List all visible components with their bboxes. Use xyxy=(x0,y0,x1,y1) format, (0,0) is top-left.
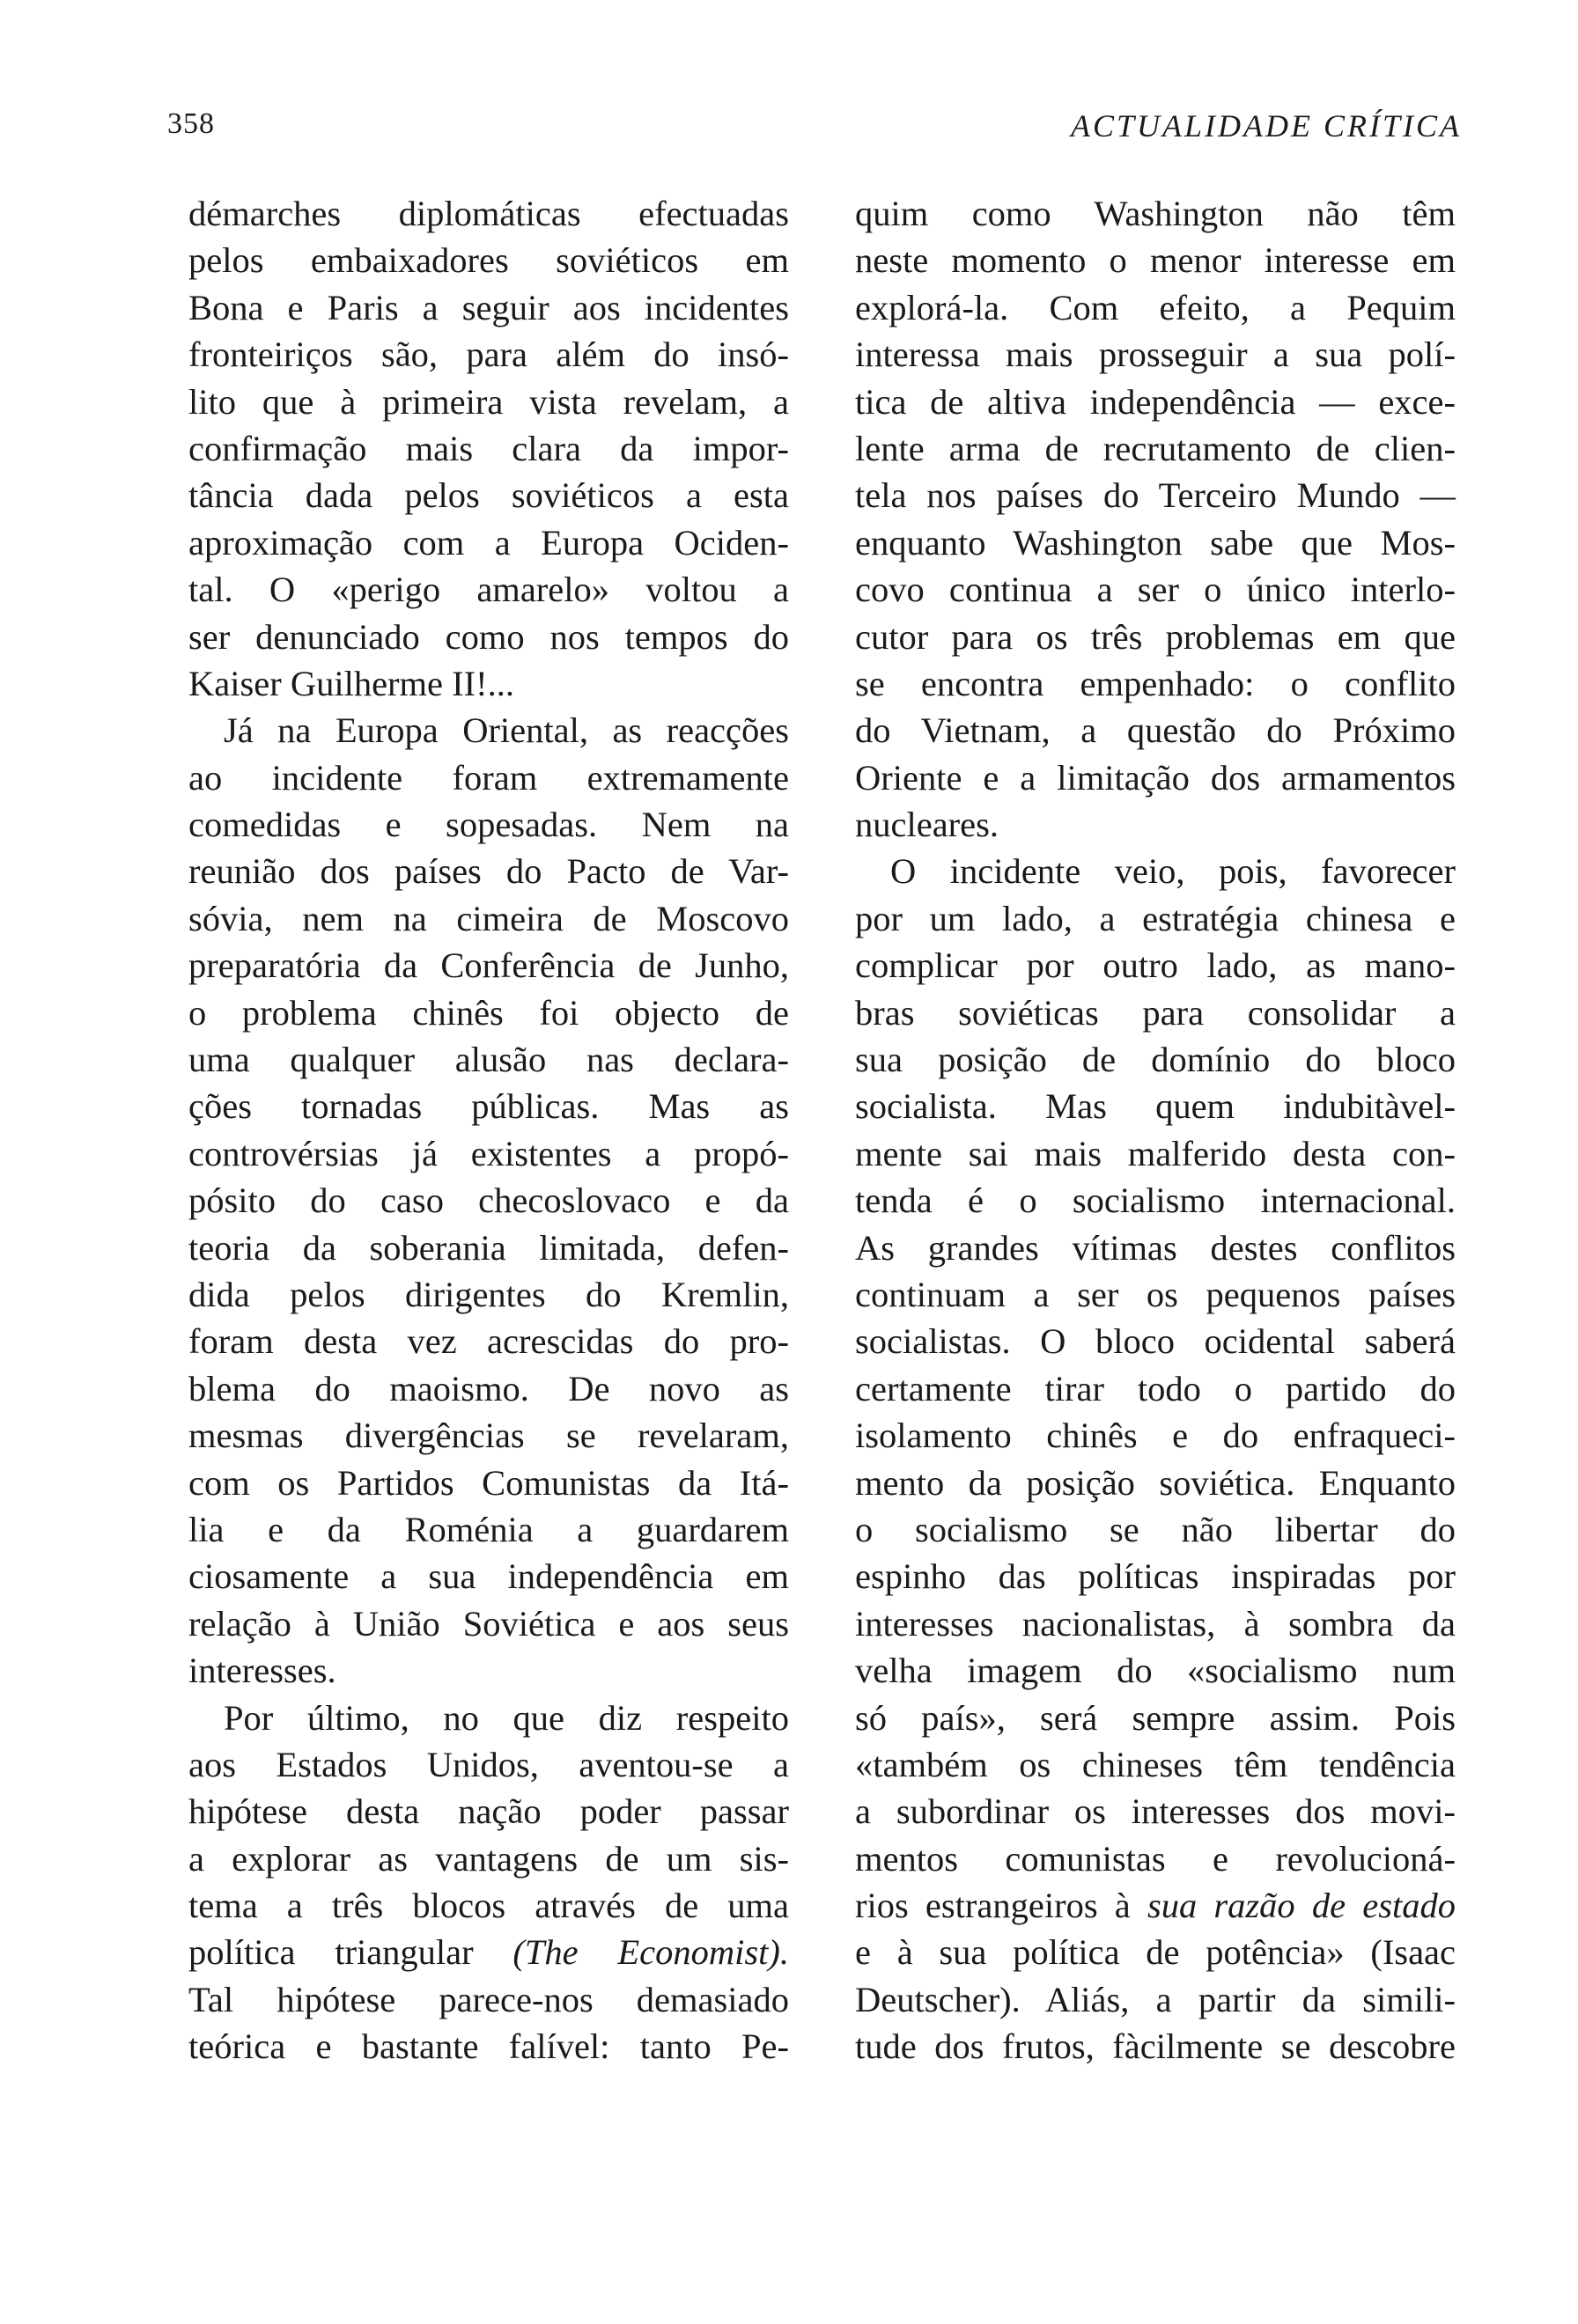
text-line: por um lado, a estratégia chinesa e xyxy=(855,898,1456,938)
text-line: tância dada pelos soviéticos a esta xyxy=(188,475,789,516)
text-line: Bona e Paris a seguir aos incidentes xyxy=(188,287,789,327)
page-header xyxy=(167,107,1462,151)
text-line: tenda é o socialismo internacional. xyxy=(855,1180,1456,1221)
text-line: teoria da soberania limitada, defen- xyxy=(188,1227,789,1268)
text-line: do Vietnam, a questão do Próximo xyxy=(855,710,1456,751)
text-line: a subordinar os interesses dos movi- xyxy=(855,1791,1456,1832)
text-line: espinho das políticas inspiradas por xyxy=(855,1556,1456,1597)
text-line: quim como Washington não têm xyxy=(855,194,1456,233)
text-line: velha imagem do «socialismo num xyxy=(855,1651,1456,1691)
text-line: pósito do caso checoslovaco e da xyxy=(188,1180,789,1221)
text-line: Kaiser Guilherme II!... xyxy=(188,663,514,703)
text-line: certamente tirar todo o partido do xyxy=(855,1368,1456,1408)
text-line: só país», será sempre assim. Pois xyxy=(855,1697,1456,1738)
text-line: comedidas e sopesadas. Nem na xyxy=(188,805,789,845)
text-line: controvérsias já existentes a propó- xyxy=(188,1133,789,1173)
running-head: ACTUALIDADE CRÍTICA xyxy=(1071,108,1462,143)
text-line: reunião dos países do Pacto de Var- xyxy=(188,851,789,892)
text-line: aproximação com a Europa Ociden- xyxy=(188,522,789,563)
italic-phrase: sua razão de estado xyxy=(1147,1886,1456,1926)
text-line: socialistas. O bloco ocidental saberá xyxy=(855,1321,1456,1362)
text-line: O incidente veio, pois, favorecer xyxy=(890,851,1456,892)
text-line: explorá-la. Com efeito, a Pequim xyxy=(855,287,1456,327)
text-line: cutor para os três problemas em que xyxy=(855,616,1456,657)
left-column xyxy=(188,190,789,2070)
text-line: continuam a ser os pequenos países xyxy=(855,1274,1456,1314)
text-line: tica de altiva independência — exce- xyxy=(855,381,1456,422)
text-line: fronteiriços são, para além do insó- xyxy=(188,335,789,375)
text-line: ser denunciado como nos tempos do xyxy=(188,616,789,657)
text-line: confirmação mais clara da impor- xyxy=(188,428,789,468)
text-line: covo continua a ser o único interlo- xyxy=(855,570,1456,610)
right-column xyxy=(855,190,1456,2070)
text-line: teórica e bastante falível: tanto Pe- xyxy=(188,2026,789,2067)
text-line: «também os chineses têm tendência xyxy=(855,1744,1456,1784)
text-line: uma qualquer alusão nas declara- xyxy=(188,1040,789,1080)
text-line: bras soviéticas para consolidar a xyxy=(855,992,1456,1033)
text-line: tema a três blocos através de uma xyxy=(188,1886,789,1926)
text-line: tela nos países do Terceiro Mundo — xyxy=(855,475,1456,516)
text-line: Tal hipótese parece-nos demasiado xyxy=(188,1979,789,2019)
text-line: complicar por outro lado, as mano- xyxy=(855,945,1456,986)
text-line: dida pelos dirigentes do Kremlin, xyxy=(188,1274,789,1314)
text-line: nucleares. xyxy=(855,805,999,845)
text-line: mesmas divergências se revelaram, xyxy=(188,1416,789,1456)
text-line: Já na Europa Oriental, as reacções xyxy=(224,710,789,751)
text-line: rios estrangeiros à sua razão de estado xyxy=(855,1886,1456,1926)
text-line: isolamento chinês e do enfraqueci- xyxy=(855,1416,1456,1456)
text-line: ciosamente a sua independência em xyxy=(188,1556,789,1597)
text-line: foram desta vez acrescidas do pro- xyxy=(188,1321,789,1362)
text-line: tude dos frutos, fàcilmente se descobre xyxy=(855,2026,1456,2067)
text-line: sua posição de domínio do bloco xyxy=(855,1040,1456,1080)
text-line: sóvia, nem na cimeira de Moscovo xyxy=(188,898,789,938)
text-line: interesses nacionalistas, à sombra da xyxy=(855,1603,1456,1644)
text-line: blema do maoismo. De novo as xyxy=(188,1368,789,1408)
text-line: com os Partidos Comunistas da Itá- xyxy=(188,1462,789,1503)
text-line: ções tornadas públicas. Mas as xyxy=(188,1086,789,1127)
text-line: pelos embaixadores soviéticos em xyxy=(188,240,789,281)
text-line: aos Estados Unidos, aventou-se a xyxy=(188,1744,789,1784)
text-line: hipótese desta nação poder passar xyxy=(188,1791,789,1832)
text-line: Deutscher). Aliás, a partir da simili- xyxy=(855,1979,1456,2019)
text-line: enquanto Washington sabe que Mos- xyxy=(855,522,1456,563)
text-line: preparatória da Conferência de Junho, xyxy=(188,945,789,986)
text-line: Por último, no que diz respeito xyxy=(224,1697,789,1738)
text-line: lente arma de recrutamento de clien- xyxy=(855,428,1456,468)
text-line: mente sai mais malferido desta con- xyxy=(855,1133,1456,1173)
text-line: interessa mais prosseguir a sua polí- xyxy=(855,335,1456,375)
text-line: se encontra empenhado: o conflito xyxy=(855,663,1456,703)
text-line: mentos comunistas e revolucioná- xyxy=(855,1838,1456,1879)
text-line: démarches diplomáticas efectuadas xyxy=(188,194,789,233)
text-line: lito que à primeira vista revelam, a xyxy=(188,381,789,422)
text-line: relação à União Soviética e aos seus xyxy=(188,1603,789,1644)
text-line: mento da posição soviética. Enquanto xyxy=(855,1462,1456,1503)
text-line: ao incidente foram extremamente xyxy=(188,757,789,798)
text-line: o problema chinês foi objecto de xyxy=(188,992,789,1033)
italic-phrase: (The Economist). xyxy=(512,1932,789,1973)
text-line: neste momento o menor interesse em xyxy=(855,240,1456,281)
text-line: e à sua política de potência» (Isaac xyxy=(855,1932,1456,1973)
text-line: tal. O «perigo amarelo» voltou a xyxy=(188,570,789,610)
text-line: Oriente e a limitação dos armamentos xyxy=(855,757,1456,798)
text-line: As grandes vítimas destes conflitos xyxy=(855,1227,1456,1268)
text-line: socialista. Mas quem indubitàvel- xyxy=(855,1086,1456,1127)
text-line: política triangular (The Economist). xyxy=(188,1932,789,1973)
text-line: lia e da Roménia a guardarem xyxy=(188,1509,789,1549)
text-line: a explorar as vantagens de um sis- xyxy=(188,1838,789,1879)
text-line: interesses. xyxy=(188,1651,336,1691)
page-number: 358 xyxy=(167,107,215,140)
text-line: o socialismo se não libertar do xyxy=(855,1509,1456,1549)
